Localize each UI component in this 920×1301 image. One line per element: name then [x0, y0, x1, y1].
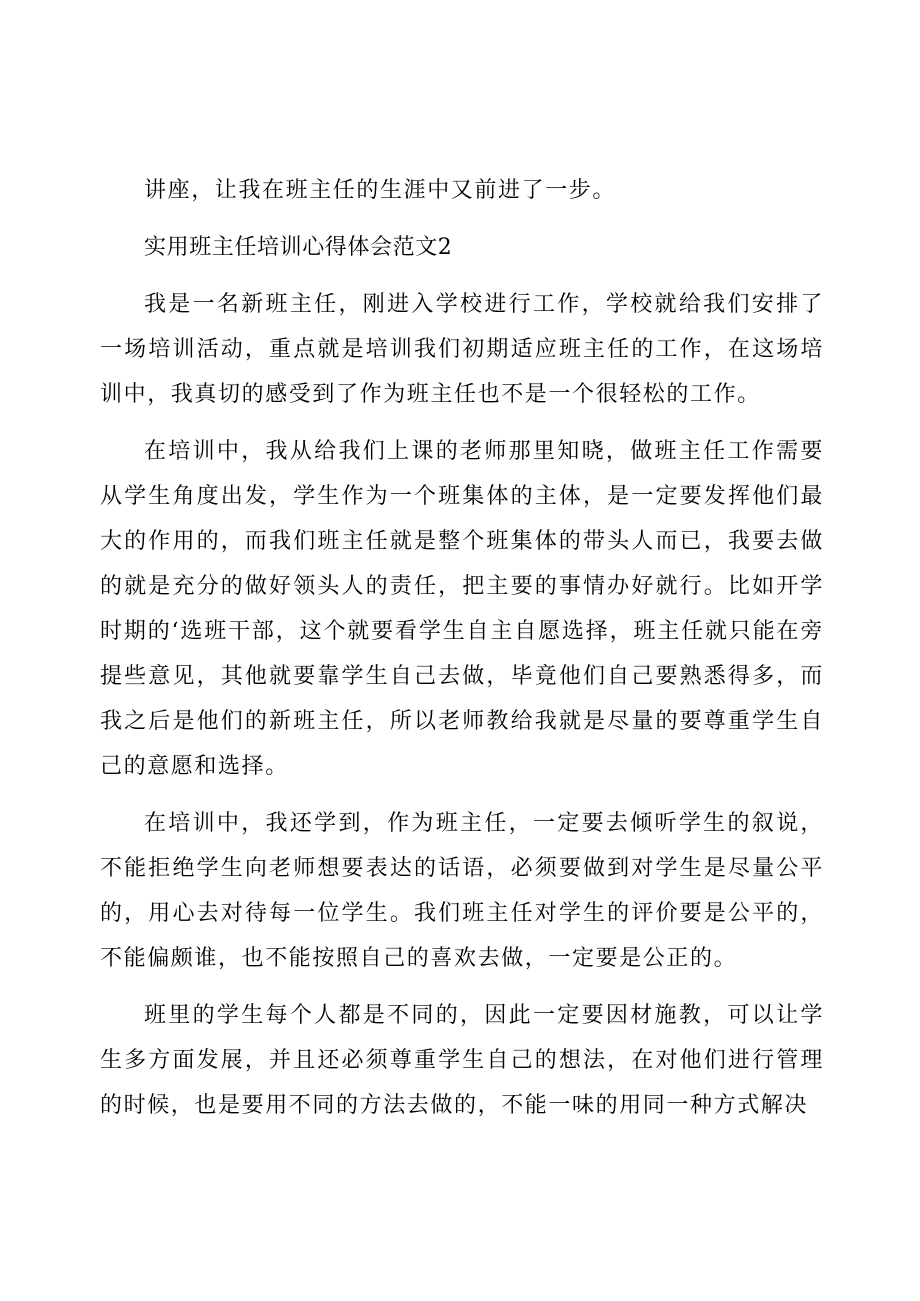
paragraph-individual-teaching: 班里的学生每个人都是不同的，因此一定要因材施教，可以让学生多方面发展，并且还必须尊重学生自己的想法，在对他们进行管理的时候，也是要用不同的方法去做的，不能一味的用同一种方式解决 — [100, 1003, 824, 1118]
paragraph-student-perspective: 在培训中，我从给我们上课的老师那里知晓，做班主任工作需要从学生角度出发，学生作为一个班集体的主体，是一定要发挥他们最大的作用的，而我们班主任就是整个班集体的带头人而已，我要去做的就是充分的做好领头人的责任，把主要的事情办好就行。比如开学时期的‘选班干部，这个就要看学生自主自愿选择，班主任就只能在旁提些意见，其他就要靠学生自己去做，毕竟他们自己要熟悉得多，而我之后是他们的新班主任，所以老师教给我就是尽量的要尊重学生自己的意愿和选择。 — [100, 439, 824, 779]
section-title: 实用班主任培训心得体会范文2 — [144, 235, 453, 260]
paragraph-intro: 我是一名新班主任，刚进入学校进行工作，学校就给我们安排了一场培训活动，重点就是培训我们初期适应班主任的工作，在这场培训中，我真切的感受到了作为班主任也不是一个很轻松的工作。 — [100, 292, 824, 407]
paragraph-listening: 在培训中，我还学到，作为班主任，一定要去倾听学生的叙说，不能拒绝学生向老师想要表达的话语，必须要做到对学生是尽量公平的，用心去对待每一位学生。我们班主任对学生的评价要是公平的，不能偏颇谁，也不能按照自己的喜欢去做，一定要是公正的。 — [100, 811, 824, 971]
document-body — [100, 168, 824, 1140]
paragraph-continuation: 讲座，让我在班主任的生涯中又前进了一步。 — [144, 178, 617, 203]
